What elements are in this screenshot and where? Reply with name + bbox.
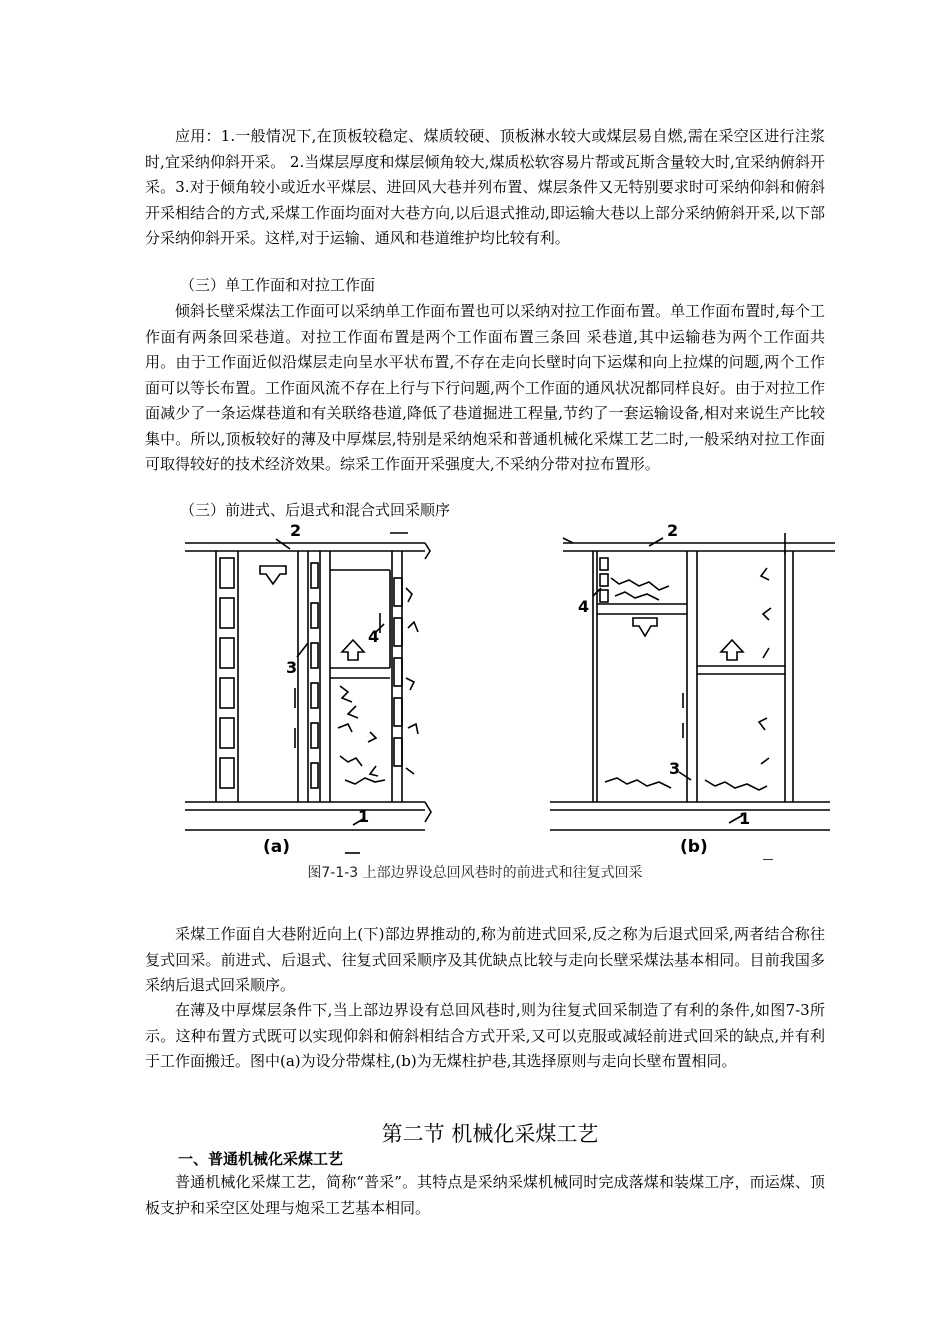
figure-b-diagram [545, 518, 845, 860]
paragraph-single-face: 倾斜长壁采煤法工作面可以采纳单工作面布置也可以采纳对拉工作面布置。单工作面布置时,每个工作面有两条回采巷道。对拉工作面布置是两个工作面布置三条回 采巷道,其中运输巷为两个工作面共用。由于工作面近似沿煤层走向呈水平状布置,不存在走向长壁时向下运煤和向上拉煤的问题,两个工作面可以等长布置。工作面风流不存在上行与下行问题,两个工作面的通风状况都同样良好。由于对拉工作面减少了一条运煤巷道和有关联络巷道,降低了巷道掘进工程量,节约了一套运输设备,相对来说生产比较集中。所以,顶板较好的薄及中厚煤层,特别是采纳炮采和普通机械化采煤工艺二时,一般采纳对拉工作面可取得较好的技术经济效果。综采工作面开采强度大,不采纳分带对拉布置形。 [145, 302, 825, 473]
heading-mechanized: 一、普通机械化采煤工艺 [178, 1150, 344, 1168]
section-title: 第二节 机械化采煤工艺 [381, 1122, 599, 1146]
heading-single-face: （三）单工作面和对拉工作面 [180, 276, 376, 294]
figure-b-mark-4: 4 [578, 597, 590, 616]
figure-b-mark-2: 2 [667, 521, 679, 540]
figure-b-label: (b) [680, 837, 708, 857]
figure-a-mark-3: 3 [286, 658, 298, 677]
figure-b-mark-1: 1 [739, 809, 751, 828]
figure-a-mark-2: 2 [290, 521, 302, 540]
paragraph-application: 应用：1.一般情况下,在顶板较稳定、煤质较硬、顶板淋水较大或煤层易自燃,需在采空区进行注浆时,宜采纳仰斜开采。 2.当煤层厚度和煤层倾角较大,煤质松软容易片帮或瓦斯含量较大时,宜采纳俯斜开采。3.对于倾角较小或近水平煤层、进回风大巷并列布置、煤层条件又无特别要求时可采纳仰斜和俯斜开采相结合的方式,采煤工作面均面对大巷方向,以后退式推动,即运输大巷以上部分采纳俯斜开采,以下部分采纳仰斜开采。这样,对于运输、通风和巷道维护均比较有利。 [145, 127, 825, 247]
figure-a-label: (a) [263, 837, 291, 857]
heading-sequence: （三）前进式、后退式和混合式回采顺序 [180, 501, 451, 519]
figure-a-mark-4: 4 [368, 627, 380, 646]
paragraph-mechanized: 普通机械化采煤工艺，简称“普采”。其特点是采纳采煤机械同时完成落煤和装煤工序，而运煤、顶板支护和采空区处理与炮采工艺基本相同。 [145, 1173, 825, 1217]
figure-a-diagram [180, 518, 442, 860]
figure-a-mark-1: 1 [358, 807, 370, 826]
paragraph-sequence-definition: 采煤工作面自大巷附近向上(下)部边界推动的,称为前进式回采,反之称为后退式回采,两者结合称往复式回采。前进式、后退式、往复式回采顺序及其优缺点比较与走向长壁采煤法基本相同。目前我国多采纳后退式回采顺序。 [145, 925, 825, 994]
figure-caption: 图7-1-3 上部边界设总回风巷时的前进式和往复式回采 [307, 865, 643, 881]
paragraph-reciprocating: 在薄及中厚煤层条件下,当上部边界设有总回风巷时,则为往复式回采制造了有利的条件,如图7-3所示。这种布置方式既可以实现仰斜和俯斜相结合方式开采,又可以克服或减轻前进式回采的缺点,并有利于工作面搬迁。图中(a)为设分带煤柱,(b)为无煤柱护巷,其选择原则与走向长壁布置相同。 [145, 1001, 825, 1070]
figure-b-mark-3: 3 [669, 759, 681, 778]
